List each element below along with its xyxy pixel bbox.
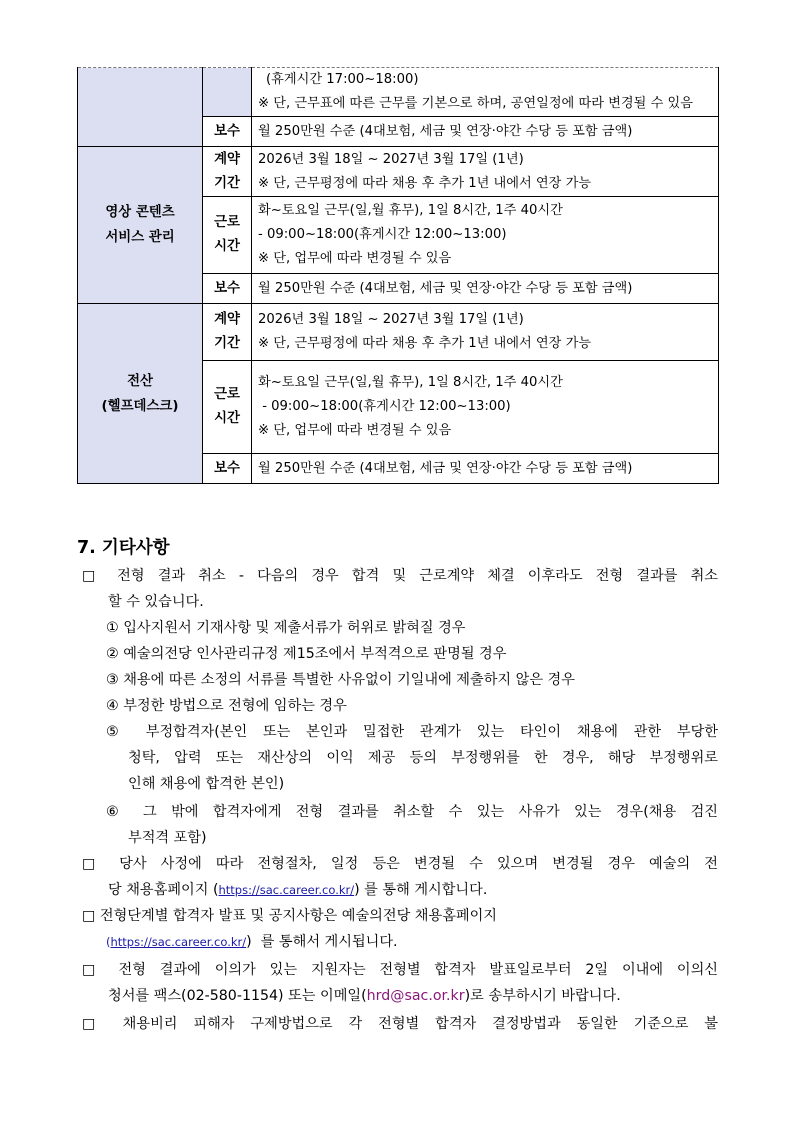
work-hours-value: 화~토요일 근무(일,월 휴무), 1일 8시간, 1주 40시간 - 09:00~18:00(휴게시간 12:00~13:00) ※ 단, 업무에 따라 변경될 수 있음 [252,361,719,454]
table-row [78,68,719,117]
list-item-cont: 청탁, 압력 또는 재산상의 이익 제공 등의 부정행위를 한 경우, 해당 부정행위로 [128,750,718,766]
pay-label: 보수 [203,454,252,484]
break-time-text: (휴게시간 17:00~18:00) [266,72,419,87]
pay-value: 월 250만원 수준 (4대보험, 세금 및 연장·야간 수당 등 포함 금액) [252,274,719,304]
work-hours-continued [252,68,719,117]
list-item: ③ 채용에 따른 소정의 서류를 특별한 사유없이 기일내에 제출하지 않은 경우 [106,672,575,688]
career-homepage-link[interactable]: https://sac.career.co.kr/ [110,935,247,949]
list-item-cont: 부적격 포함) [128,830,207,846]
item5-line1: □ 채용비리 피해자 구제방법으로 각 전형별 합격자 결정방법과 동일한 기준으로 불 [82,1016,718,1032]
list-item: ② 예술의전당 인사관리규정 제15조에서 부적격으로 판명될 경우 [106,646,507,662]
contract-period-label: 계약 기간 [203,147,252,197]
schedule-note-text: ※ 단, 근무표에 따른 근무를 기본으로 하며, 공연일정에 따라 변경될 수 있음 [258,96,693,111]
list-item: ① 입사지원서 기재사항 및 제출서류가 허위로 밝혀질 경우 [106,620,466,636]
contract-period-value: 2026년 3월 18일 ~ 2027년 3월 17일 (1년) ※ 단, 근무평정에 따라 채용 후 추가 1년 내에서 연장 가능 [252,304,719,361]
email-link[interactable]: hrd@sac.or.kr [366,988,465,1004]
pay-value: 월 250만원 수준 (4대보험, 세금 및 연장·야간 수당 등 포함 금액) [252,117,719,147]
pay-value: 월 250만원 수준 (4대보험, 세금 및 연장·야간 수당 등 포함 금액) [252,454,719,484]
work-hours-value: 화~토요일 근무(일,월 휴무), 1일 8시간, 1주 40시간 - 09:00~18:00(휴게시간 12:00~13:00) ※ 단, 업무에 따라 변경될 수 있음 [252,197,719,274]
category-cell-continued [78,68,203,147]
pay-label: 보수 [203,274,252,304]
contract-period-value: 2026년 3월 18일 ~ 2027년 3월 17일 (1년) ※ 단, 근무평정에 따라 채용 후 추가 1년 내에서 연장 가능 [252,147,719,197]
table-row [78,304,719,361]
list-item: ⑤ 부정합격자(본인 또는 본인과 밀접한 관계가 있는 타인이 채용에 관한 부당한 [106,724,718,740]
contract-period-label: 계약 기간 [203,304,252,361]
list-item: ④ 부정한 방법으로 전형에 임하는 경우 [106,698,347,714]
work-hours-label: 근로 시간 [203,361,252,454]
recruitment-conditions-table [77,67,719,484]
item1-line1: □ 전형 결과 취소 - 다음의 경우 합격 및 근로계약 체결 이후라도 전형 결과를 취소 [82,568,718,584]
list-item: ⑥ 그 밖에 합격자에게 전형 결과를 취소할 수 있는 사유가 있는 경우(채용 검진 [106,804,718,820]
list-item-cont: 인해 채용에 합격한 본인) [128,776,285,792]
pay-label: 보수 [203,117,252,147]
career-homepage-link[interactable]: https://sac.career.co.kr/ [218,883,355,897]
work-hours-label: 근로 시간 [203,197,252,274]
section-title: 7. 기타사항 [77,538,170,558]
item4-line2: 청서를 팩스(02-580-1154) 또는 이메일(hrd@sac.or.kr)로 송부하시기 바랍니다. [108,988,621,1004]
table-row [78,147,719,197]
category-video-content: 영상 콘텐츠 서비스 관리 [78,147,203,304]
item1-line2: 할 수 있습니다. [108,594,204,610]
label-cell-continued [203,68,252,117]
item3-line2: (https://sac.career.co.kr/) 를 통해서 게시됩니다. [106,934,398,950]
item2-line1: □ 당사 사정에 따라 전형절차, 일정 등은 변경될 수 있으며 변경될 경우 예술의 전 [82,856,718,872]
item4-line1: □ 전형 결과에 이의가 있는 지원자는 전형별 합격자 발표일로부터 2일 이내에 이의신 [82,962,718,978]
category-it-helpdesk: 전산 (헬프데스크) [78,304,203,484]
item2-line2: 당 채용홈페이지 (https://sac.career.co.kr/) 를 통해 게시합니다. [108,882,488,898]
item3-line1: □ 전형단계별 합격자 발표 및 공지사항은 예술의전당 채용홈페이지 [82,908,498,924]
